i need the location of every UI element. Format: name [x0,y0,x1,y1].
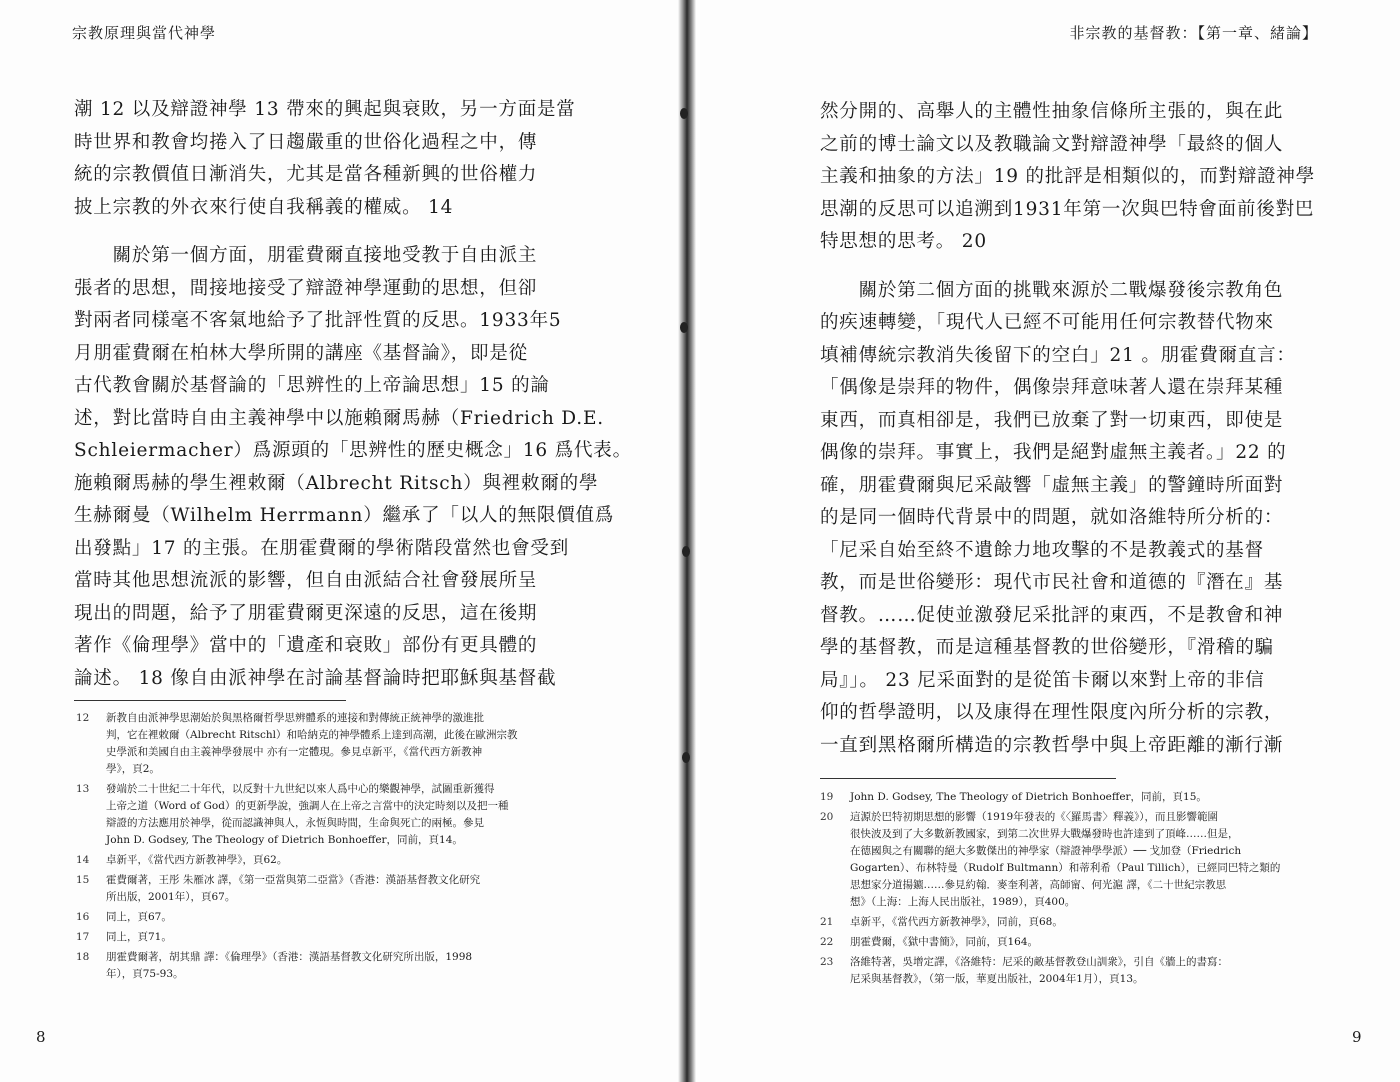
footnote-line: 想》（上海：上海人民出版社，1989），頁400。 [850,896,1076,908]
footnote-number: 17 [76,931,90,943]
body-line: 特思想的思考。 20 [820,231,987,252]
footnote-number: 22 [820,936,834,948]
binding-hole [682,752,690,763]
footnote-line: 新教自由派神學思潮始於與黑格爾哲學思辨體系的連接和對傳統正統神學的激進批 [106,712,484,724]
body-line: 古代教會關於基督論的「思辨性的上帝論思想」15 的論 [74,375,550,396]
footnote-line: Gogarten）、布林特曼（Rudolf Bultmann）和蒂利希（Paul Tillich），已經同巴特之類的 [850,862,1281,874]
body-line: 張者的思想，間接地接受了辯證神學運動的思想，但卻 [74,277,538,299]
running-head-left: 宗教原理與當代神學 [72,24,217,42]
footnote-number: 20 [820,811,834,823]
footnote-line: 同上，頁67。 [106,911,172,923]
footnote-number: 16 [76,911,90,923]
body-line: 潮 12 以及辯證神學 13 帶來的興起與衰敗，另一方面是當 [74,99,576,120]
body-line: 施賴爾馬赫的學生裡敕爾（Albrecht Ritsch）與裡敕爾的學 [74,472,599,494]
footnote-number: 18 [76,951,90,963]
footnote-number: 13 [76,783,90,795]
footnote-divider-left [74,700,346,701]
footnote-number: 14 [76,854,90,866]
book-gutter [678,0,696,1082]
body-line: 的是同一個時代背景中的問題，就如洛維特所分析的： [820,507,1284,528]
binding-hole [680,108,688,119]
footnote [820,914,1320,931]
footnote-text [850,809,1320,911]
footnote-line: 尼采與基督教》，（第一版，華夏出版社，2004年1月），頁13。 [850,973,1144,985]
footnote-line: 學》，頁2。 [106,763,160,775]
right-footnotes [820,789,1320,991]
footnote-divider-right [820,778,1116,779]
right-page [700,0,1400,1082]
body-line: 的疾速轉變，「現代人已經不可能用任何宗教替代物來 [820,312,1274,333]
footnote-text [106,781,576,849]
footnote-line: John D. Godsey, The Theology of Dietrich Bonhoeffer，同前，頁14。 [106,834,463,846]
footnote-line: 朋霍費爾，《獄中書簡》，同前，頁164。 [850,936,1039,948]
paragraph-break [820,259,1320,275]
body-line: 述，對比當時自由主義神學中以施賴爾馬赫（Friedrich D.E. [74,407,604,429]
body-line: 學的基督教，而是這種基督教的世俗變形，『滑稽的騙 [820,637,1274,658]
footnote-line: 卓新平，《當代西方新教神學》，頁62。 [106,854,288,866]
binding-hole [682,546,690,557]
page-number-right: 9 [1352,1028,1362,1046]
body-line: 論述。 18 像自由派神學在討論基督論時把耶穌與基督截 [74,667,557,689]
body-line: 時世界和教會均捲入了日趨嚴重的世俗化過程之中，傳 [74,131,538,153]
footnote-text [850,789,1320,806]
footnote-text [106,909,576,926]
body-line: 仰的哲學證明，以及康得在理性限度內所分析的宗教， [820,702,1284,723]
left-page [0,0,684,1082]
footnote-text [106,929,576,946]
body-line: 思潮的反思可以追溯到1931年第一次與巴特會面前後對巴 [820,198,1315,220]
footnote-line: 上帝之道（Word of God）的更新學說，強調人在上帝之言當中的決定時刻以及把一種 [106,800,509,812]
body-line: 生赫爾曼（Wilhelm Herrmann）繼承了「以人的無限價值爲 [74,505,615,526]
footnote [820,789,1320,806]
footnote-text [850,914,1320,931]
footnote-text [850,934,1320,951]
body-line: 出發點」17 的主張。在朋霍費爾的學術階段當然也會受到 [74,537,570,559]
footnote-line: 霍費爾著，王彤 朱雁冰 譯，《第一亞當與第二亞當》（香港：漢語基督教文化研究 [106,874,481,886]
footnote-text [850,954,1320,988]
body-line: 督教。……促使並激發尼采批評的東西，不是教會和神 [820,604,1284,626]
footnote [76,929,576,946]
footnote-text [106,949,576,983]
footnote [76,710,576,778]
footnote-line: 很快波及到了大多數新教國家，到第二次世界大戰爆發時也許達到了頂峰……但是， [850,828,1239,840]
footnote-text [106,710,576,778]
footnote-line: 思想家分道揚鑣……參見約翰．麥奎利著，高師甯、何光滬 譯，《二十世紀宗教思 [850,879,1227,891]
binding-hole [680,322,688,333]
body-line: 填補傳統宗教消失後留下的空白」21 。朋霍費爾直言： [820,344,1296,366]
body-line: 著作《倫理學》當中的「遺產和衰敗」部份有更具體的 [74,635,538,656]
body-line: 主義和抽象的方法」19 的批評是相類似的，而對辯證神學 [820,166,1316,187]
footnote [76,852,576,869]
body-line: 局』」。 23 尼采面對的是從笛卡爾以來對上帝的非信 [820,669,1265,691]
footnote-number: 12 [76,712,90,724]
footnote-number: 21 [820,916,834,928]
body-line: 之前的博士論文以及教職論文對辯證神學「最終的個人 [820,133,1284,155]
body-line: 關於第一個方面，朋霍費爾直接地受教于自由派主 [74,245,538,266]
body-line: 「尼采自始至終不遺餘力地攻擊的不是教義式的基督 [820,539,1264,561]
footnote-text [106,852,576,869]
footnote-line: John D. Godsey, The Theology of Dietrich Bonhoeffer，同前，頁15。 [850,791,1207,803]
footnote-line: 發端於二十世紀二十年代，以反對十九世紀以來人爲中心的樂觀神學，試圖重新獲得 [106,783,495,795]
body-line: 當時其他思想流派的影響，但自由派結合社會發展所呈 [74,570,538,591]
footnote [76,909,576,926]
footnote-line: 史學派和美國自由主義神學發展中 亦有一定體現。參見卓新平，《當代西方新教神 [106,746,483,758]
body-line: 一直到黑格爾所構造的宗教哲學中與上帝距離的漸行漸 [820,734,1284,756]
body-line: 然分開的、高舉人的主體性抽象信條所主張的，與在此 [820,101,1284,122]
footnote-text [106,872,576,906]
footnote [76,781,576,849]
footnote-line: 同上，頁71。 [106,931,172,943]
body-line: 「偶像是崇拜的物件，偶像崇拜意味著人還在崇拜某種 [820,377,1284,398]
running-head-right: 非宗教的基督教：【第一章、緒論】 [1069,24,1318,42]
footnote [76,949,576,983]
body-line: 確，朋霍費爾與尼采敲響「虛無主義」的警鐘時所面對 [820,474,1284,496]
footnote [76,872,576,906]
footnote-number: 15 [76,874,90,886]
body-line: 現出的問題，給予了朋霍費爾更深遠的反思，這在後期 [74,602,538,624]
footnote-line: 辯證的方法應用於神學，從而認識神與人，永恆與時間，生命與死亡的兩極。參見 [106,817,484,829]
body-line: 教，而是世俗變形：現代市民社會和道德的『潛在』基 [820,572,1284,593]
footnote-line: 判，它在裡敕爾（Albrecht Ritschl）和哈納克的神學體系上達到高潮，此後在歐洲宗教 [106,729,518,741]
body-line: 統的宗教價值日漸消失，尤其是當各種新興的世俗權力 [74,164,538,185]
footnote-line: 年），頁75-93。 [106,968,184,980]
footnote-line: 這源於巴特初期思想的影響（1919年發表的《〈羅馬書〉釋義》），而且影響範圍 [850,811,1218,823]
footnote-line: 卓新平，《當代西方新教神學》，同前，頁68。 [850,916,1063,928]
footnote [820,954,1320,988]
page-number-left: 8 [36,1028,46,1046]
footnote-number: 19 [820,791,834,803]
footnote [820,934,1320,951]
body-line: 披上宗教的外衣來行使自我稱義的權威。 14 [74,196,454,218]
body-line: 月朋霍費爾在柏林大學所開的講座《基督論》，即是從 [74,342,528,364]
footnote-line: 洛維特著，吳增定譯，《洛維特：尼采的敵基督教登山訓衆》，引自《牆上的書寫： [850,956,1228,968]
footnote [820,809,1320,911]
footnote-line: 所出版，2001年），頁67。 [106,891,236,903]
body-line: 偶像的崇拜。事實上，我們是絕對虛無主義者。」22 的 [820,442,1287,463]
paragraph-break [74,224,574,240]
body-line: 東西，而真相卻是，我們已放棄了對一切東西，即使是 [820,409,1284,431]
right-body-text [820,96,1320,762]
body-line: Schleiermacher）爲源頭的「思辨性的歷史概念」16 爲代表。 [74,440,632,461]
body-line: 關於第二個方面的挑戰來源於二戰爆發後宗教角色 [820,279,1284,301]
body-line: 對兩者同樣毫不客氣地給予了批評性質的反思。1933年5 [74,310,562,331]
footnote-line: 在德國與之有關聯的絕大多數傑出的神學家（辯證神學學派）── 戈加登（Friedrich [850,845,1242,857]
left-footnotes [76,710,576,986]
footnote-number: 23 [820,956,834,968]
left-body-text [74,94,632,695]
footnote-line: 朋霍費爾著，胡其鼎 譯：《倫理學》（香港：漢語基督教文化研究所出版，1998 [106,951,473,963]
